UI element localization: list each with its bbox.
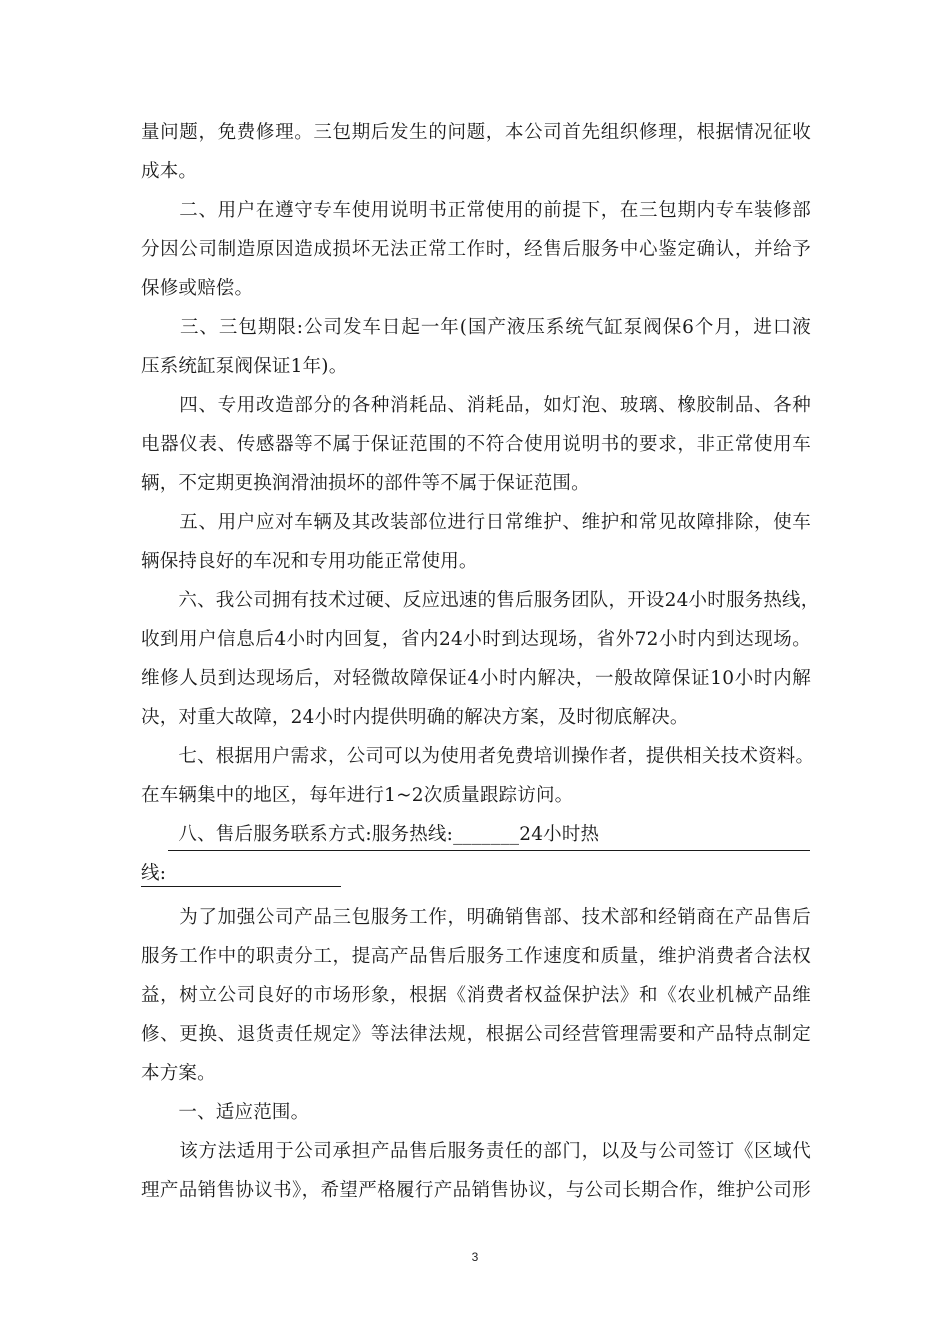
text-line: 益，树立公司良好的市场形象，根据《消费者权益保护法》和《农业机械产品维 [141,985,811,1006]
text-line: 辆保持良好的车况和专用功能正常使用。 [141,551,478,572]
text-line: 理产品销售协议书》，希望严格履行产品销售协议，与公司长期合作，维护公司形 [141,1180,811,1201]
text-line: 成本。 [141,161,198,182]
text-line: 电器仪表、传感器等不属于保证范围的不符合使用说明书的要求，非正常使用车 [141,434,811,455]
text-line: 压系统缸泵阀保证1年)。 [141,356,348,377]
text-line: 辆，不定期更换润滑油损坏的部件等不属于保证范围。 [141,473,590,494]
fill-in-blank-line [168,850,810,851]
text-line: 三、三包期限:公司发车日起一年(国产液压系统气缸泵阀保6个月，进口液 [141,317,811,338]
text-line: 分因公司制造原因造成损坏无法正常工作时，经售后服务中心鉴定确认，并给予 [141,239,811,260]
text-line: 收到用户信息后4小时内回复，省内24小时到达现场，省外72小时内到达现场。 [141,629,811,650]
text-line: 线: [141,863,167,884]
text-line: 二、用户在遵守专车使用说明书正常使用的前提下，在三包期内专车装修部 [141,200,811,221]
text-line: 六、我公司拥有技术过硬、反应迅速的售后服务团队，开设24小时服务热线， [141,590,820,611]
text-line: 量问题，免费修理。三包期后发生的问题，本公司首先组织修理，根据情况征收 [141,122,811,143]
text-line: 八、售后服务联系方式:服务热线:_______24小时热 [141,824,600,845]
text-line: 决，对重大故障，24小时内提供明确的解决方案，及时彻底解决。 [141,707,689,728]
text-line: 维修人员到达现场后，对轻微故障保证4小时内解决，一般故障保证10小时内解 [141,668,811,689]
text-line: 为了加强公司产品三包服务工作，明确销售部、技术部和经销商在产品售后 [141,907,811,928]
text-line: 本方案。 [141,1063,216,1084]
text-line: 一、适应范围。 [141,1102,310,1123]
text-line: 修、更换、退货责任规定》等法律法规，根据公司经营管理需要和产品特点制定 [141,1024,811,1045]
page-number: 3 [471,1250,479,1264]
fill-in-blank-line [141,886,341,887]
text-line: 保修或赔偿。 [141,278,254,299]
text-line: 四、专用改造部分的各种消耗品、消耗品，如灯泡、玻璃、橡胶制品、各种 [141,395,811,416]
text-line: 服务工作中的职责分工，提高产品售后服务工作速度和质量，维护消费者合法权 [141,946,811,967]
text-line: 五、用户应对车辆及其改装部位进行日常维护、维护和常见故障排除，使车 [141,512,811,533]
text-line: 七、根据用户需求，公司可以为使用者免费培训操作者，提供相关技术资料。 [141,746,815,767]
text-line: 在车辆集中的地区，每年进行1~2次质量跟踪访问。 [141,785,574,806]
text-line: 该方法适用于公司承担产品售后服务责任的部门，以及与公司签订《区域代 [141,1141,811,1162]
